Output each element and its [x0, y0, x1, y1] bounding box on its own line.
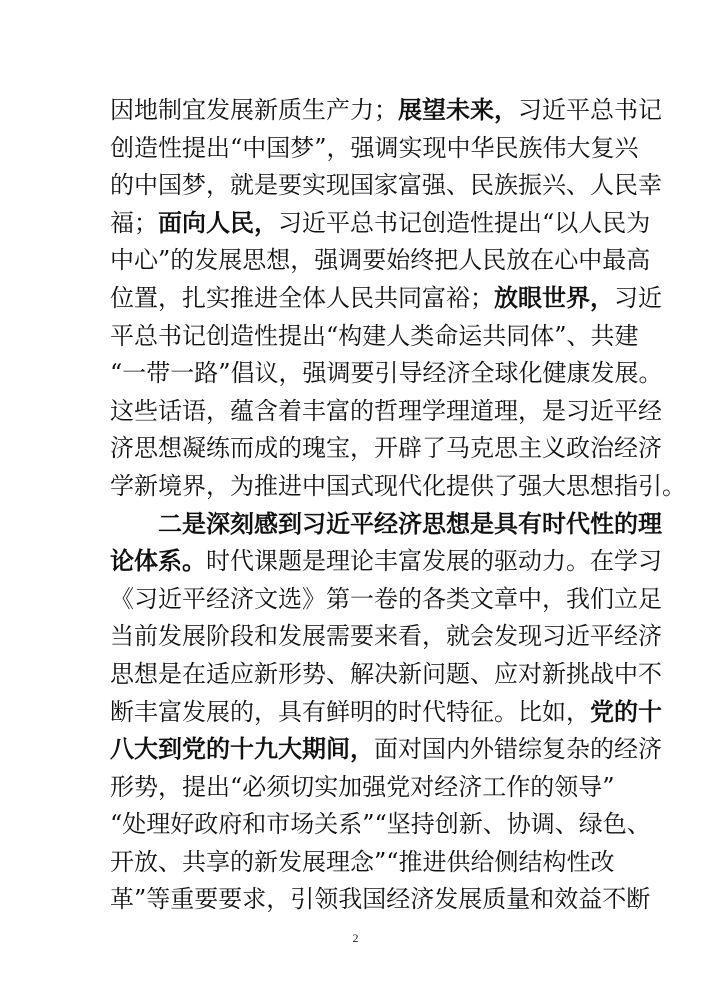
text-line — [110, 769, 615, 807]
bold-text-run: 论体系。 — [110, 547, 206, 576]
bold-text-run: 面向人民， — [158, 208, 278, 237]
text-line — [110, 205, 651, 243]
text-line — [110, 506, 662, 544]
text-run: 因地制宜发展新质生产力； — [110, 96, 398, 124]
text-line — [110, 92, 662, 130]
text-line — [110, 806, 651, 844]
text-run: 习近 — [614, 283, 662, 312]
text-run: “一带一路”倡议，强调要引导经济全球化健康发展。 — [110, 359, 663, 388]
text-run: 开放、共享的新发展理念”“推进供给侧结构性改 — [110, 847, 615, 876]
text-run: 济思想凝练而成的瑰宝，开辟了马克思主义政治经济 — [110, 434, 662, 463]
text-line — [110, 167, 662, 205]
text-line — [110, 468, 686, 506]
text-run: 面对国内外错综复杂的经济 — [374, 735, 662, 764]
text-run: 平总书记创造性提出“构建人类命运共同体”、共建 — [110, 321, 639, 350]
bold-text-run: 展望未来， — [398, 96, 518, 124]
text-run: 习近平总书记创造性提出“以人民为 — [278, 208, 651, 237]
text-line — [110, 844, 615, 882]
body-text — [110, 92, 686, 919]
text-line — [110, 280, 662, 318]
bold-text-run: 八大到党的十九大期间， — [110, 735, 374, 764]
text-run: 习近平总书记 — [518, 96, 662, 124]
page-number: 2 — [352, 931, 359, 945]
text-run: 时代课题是理论丰富发展的驱动力。在学习 — [206, 547, 662, 576]
text-run: 革”等重要要求，引领我国经济发展质量和效益不断 — [110, 885, 651, 914]
text-run: “处理好政府和市场关系”“坚持创新、协调、绿色、 — [110, 810, 651, 839]
bold-text-run: 放眼世界， — [494, 283, 614, 312]
text-line — [110, 656, 662, 694]
text-line — [110, 430, 662, 468]
text-line — [110, 393, 662, 431]
text-run: 《习近平经济文选》第一卷的各类文章中，我们立足 — [110, 584, 662, 613]
text-line — [110, 731, 662, 769]
bold-text-run: 党的十 — [590, 697, 662, 726]
text-line — [110, 318, 639, 356]
text-run: 思想是在适应新形势、解决新问题、应对新挑战中不 — [110, 659, 662, 688]
text-run: 中心”的发展思想，强调要始终把人民放在心中最高 — [110, 246, 651, 275]
bold-text-run: 二是深刻感到习近平经济思想是具有时代性的理 — [158, 509, 662, 538]
text-line — [110, 130, 639, 168]
text-run: 的中国梦，就是要实现国家富强、民族振兴、人民幸 — [110, 171, 662, 200]
text-run: 位置，扎实推进全体人民共同富裕； — [110, 283, 494, 312]
text-line — [110, 543, 662, 581]
text-run: 学新境界，为推进中国式现代化提供了强大思想指引。 — [110, 471, 686, 500]
text-line — [110, 355, 663, 393]
text-line — [110, 618, 662, 656]
text-run: 创造性提出“中国梦”，强调实现中华民族伟大复兴 — [110, 133, 639, 162]
text-line — [110, 694, 662, 732]
text-run: 福； — [110, 208, 158, 237]
text-run: 当前发展阶段和发展需要来看，就会发现习近平经济 — [110, 622, 662, 651]
text-line — [110, 881, 651, 919]
text-run: 形势，提出“必须切实加强党对经济工作的领导” — [110, 772, 615, 801]
text-line — [110, 242, 651, 280]
text-line — [110, 581, 662, 619]
text-run: 这些话语，蕴含着丰富的哲理学理道理，是习近平经 — [110, 396, 662, 425]
text-run: 断丰富发展的，具有鲜明的时代特征。比如， — [110, 697, 590, 726]
